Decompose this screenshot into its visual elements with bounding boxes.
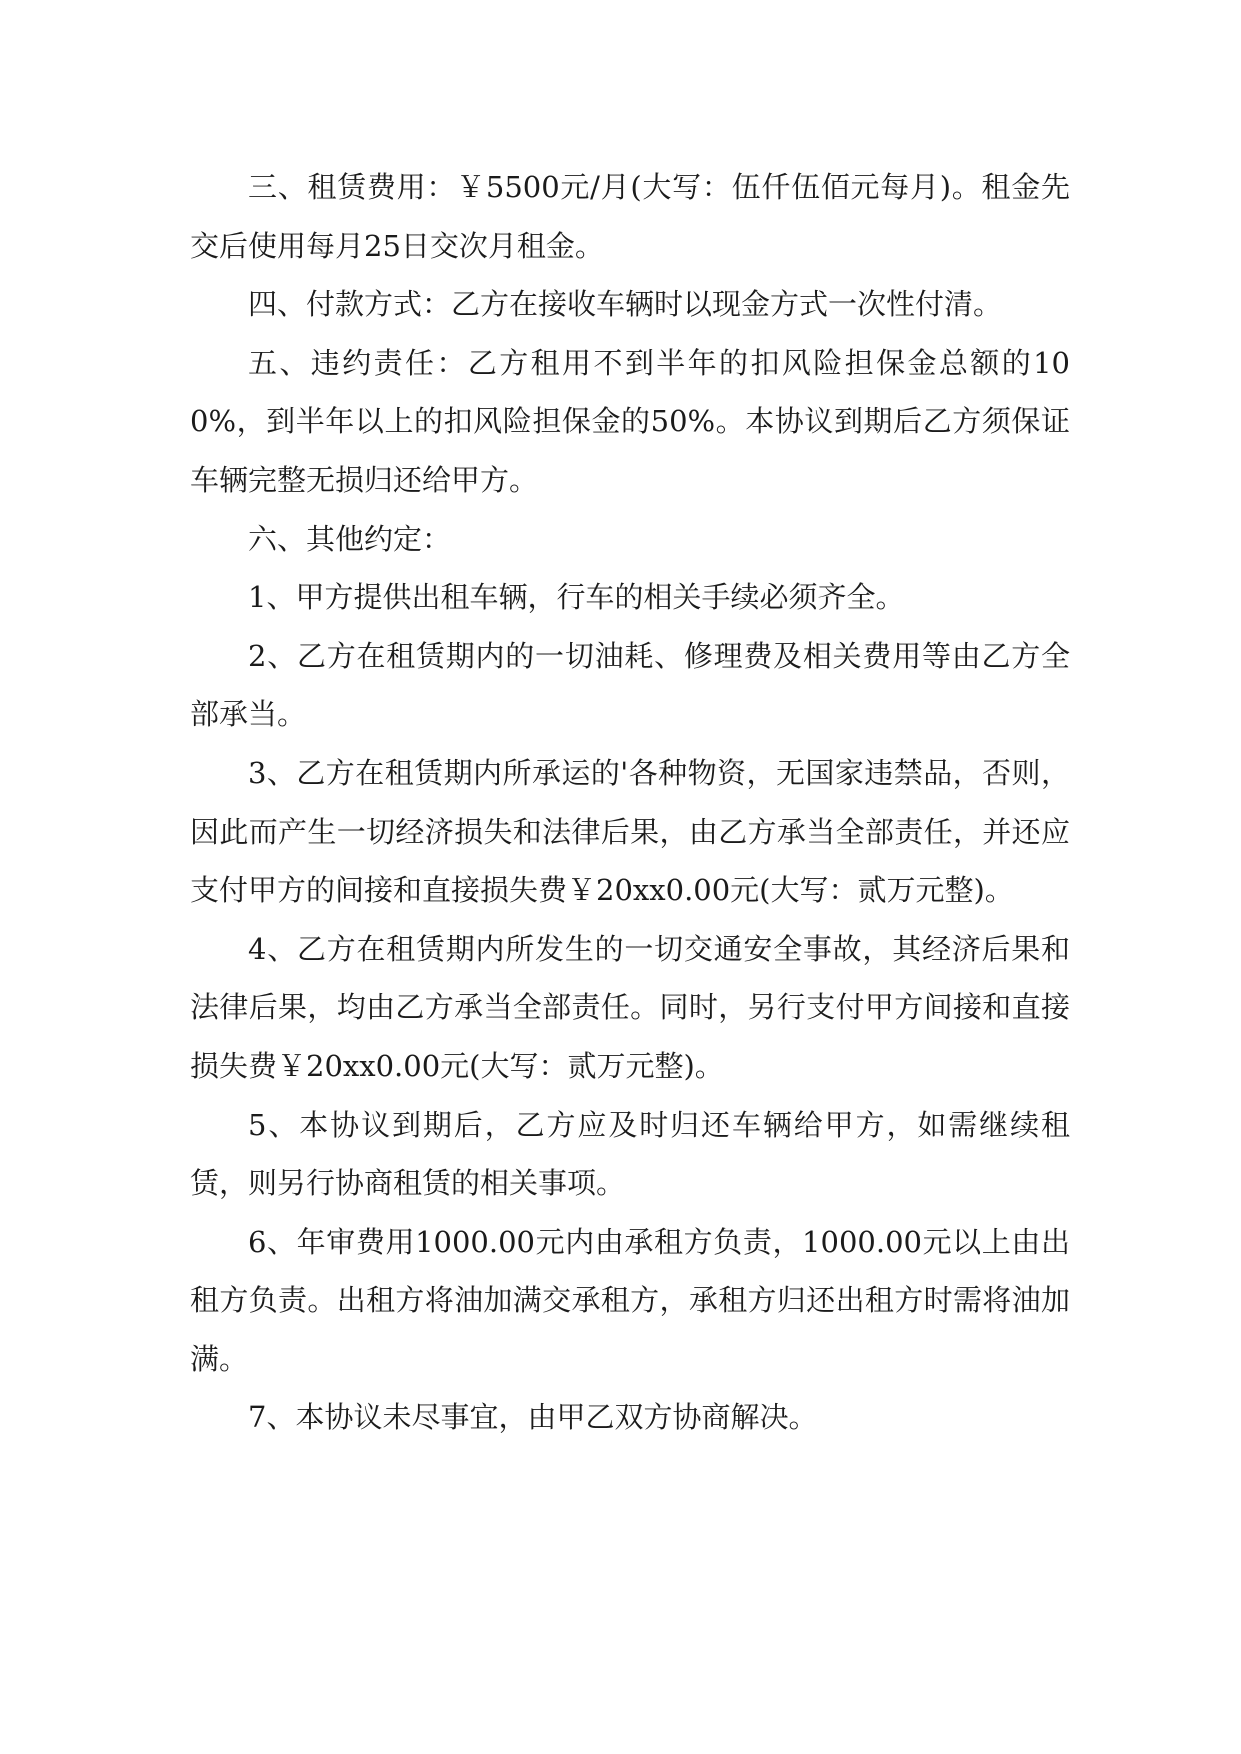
- other-agreement-item-7: 7、本协议未尽事宜，由甲乙双方协商解决。: [248, 1400, 818, 1435]
- other-agreement-item-1: 1、甲方提供出租车辆，行车的相关手续必须齐全。: [248, 580, 905, 615]
- other-agreement-item-2: 2、乙方在租赁期内的一切油耗、修理费及相关费用等由乙方全部承当。: [190, 638, 1070, 732]
- other-agreement-item-5: 5、本协议到期后，乙方应及时归还车辆给甲方，如需继续租赁，则另行协商租赁的相关事项。: [190, 1107, 1070, 1201]
- other-agreement-item-4: 4、乙方在租赁期内所发生的一切交通安全事故，其经济后果和法律后果，均由乙方承当全部责任。同时，另行支付甲方间接和直接损失费￥20xx0.00元(大写：贰万元整)。: [190, 931, 1070, 1083]
- clause-breach-liability: 五、违约责任：乙方租用不到半年的扣风险担保金总额的100%，到半年以上的扣风险担保金的50%。本协议到期后乙方须保证车辆完整无损归还给甲方。: [190, 345, 1070, 497]
- document-body: [190, 158, 1070, 1447]
- other-agreement-item-6: 6、年审费用1000.00元内由承租方负责，1000.00元以上由出租方负责。出租方将油加满交承租方，承租方归还出租方时需将油加满。: [190, 1224, 1070, 1376]
- clause-other-agreements-heading: 六、其他约定：: [248, 521, 452, 556]
- clause-rental-fee: 三、租赁费用：￥5500元/月(大写：伍仟伍佰元每月)。租金先交后使用每月25日交次月租金。: [190, 170, 1070, 263]
- clause-payment-method: 四、付款方式：乙方在接收车辆时以现金方式一次性付清。: [248, 287, 1003, 322]
- other-agreement-item-3: 3、乙方在租赁期内所承运的'各种物资，无国家违禁品，否则，因此而产生一切经济损失和法律后果，由乙方承当全部责任，并还应支付甲方的间接和直接损失费￥20xx0.00元(大写：贰万元整)。: [190, 755, 1070, 908]
